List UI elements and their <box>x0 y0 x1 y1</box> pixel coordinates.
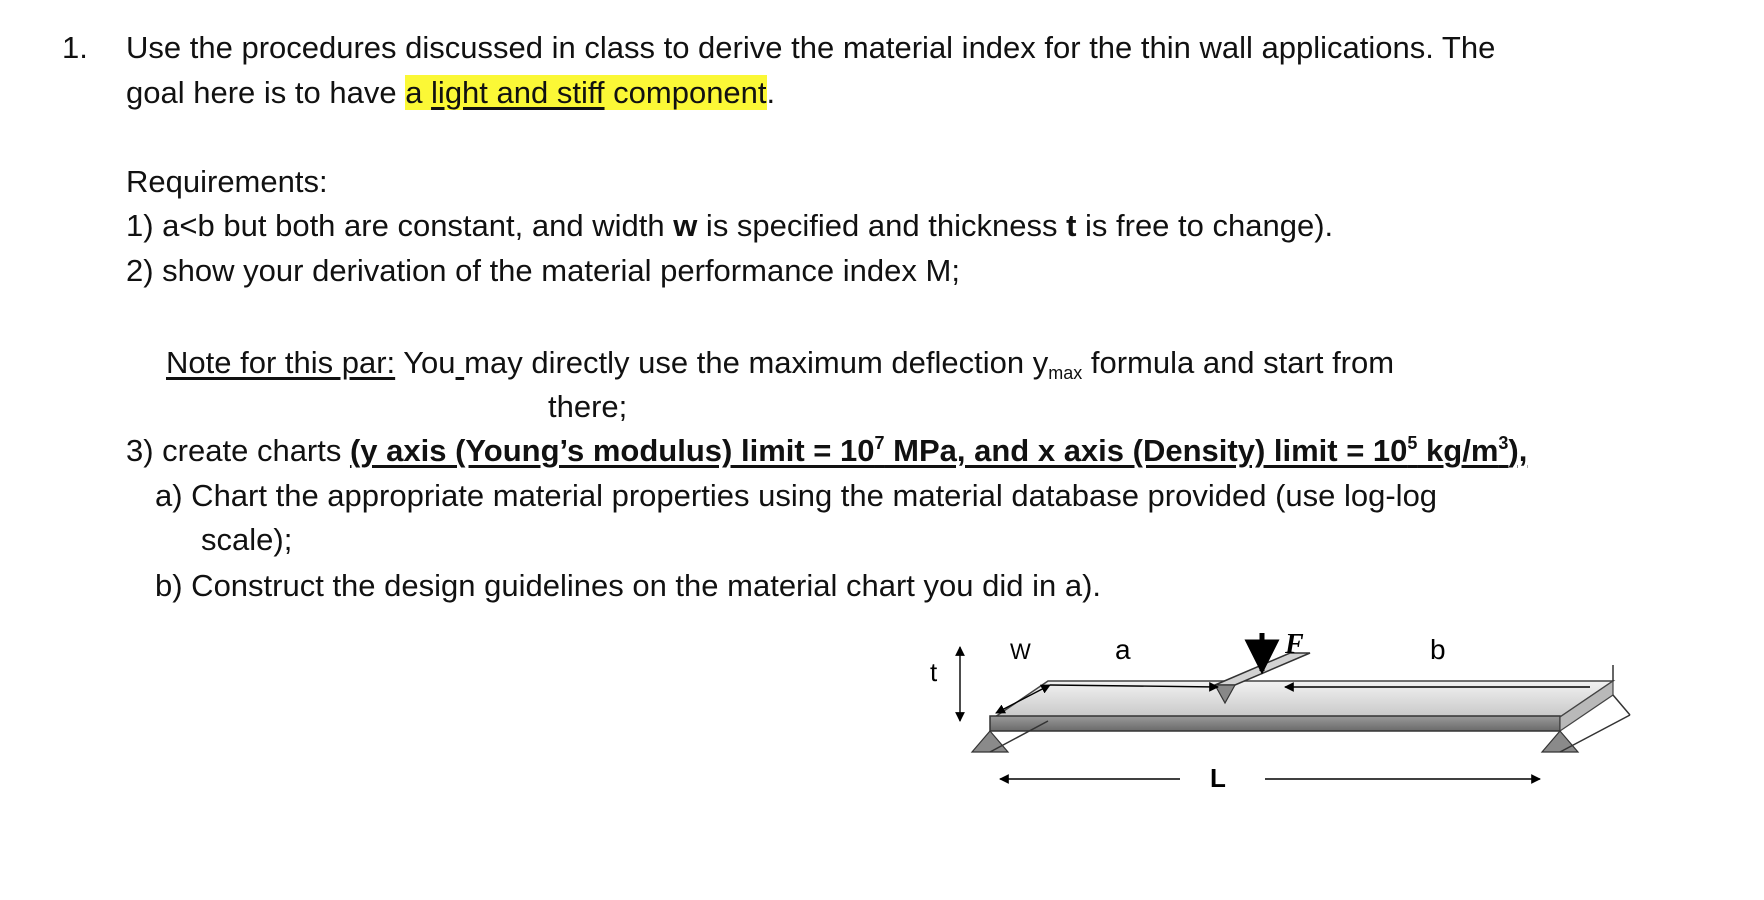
requirements-heading: Requirements: <box>126 164 328 199</box>
highlight-component: component <box>604 75 767 110</box>
label-t: t <box>930 657 938 687</box>
requirement-1 <box>126 206 1333 246</box>
line2-period: . <box>766 75 776 110</box>
sup-7: 7 <box>874 433 885 453</box>
label-a: a <box>1115 634 1131 665</box>
note-text-after: formula and start from <box>1082 345 1395 380</box>
req3-part2: MPa, and x axis (Density) limit = 10 <box>884 433 1408 468</box>
req1-w: w <box>673 208 698 243</box>
req1-part2: is specified and thickness <box>697 208 1067 243</box>
beam-diagram <box>900 629 1640 890</box>
requirement-3 <box>126 431 1527 471</box>
req3-part4: ), <box>1508 433 1528 468</box>
line2-prefix: goal here is to have <box>126 75 406 110</box>
label-L: L <box>1210 763 1226 793</box>
sup-3: 3 <box>1498 433 1509 453</box>
note-text: may directly use the maximum deflection y <box>464 345 1049 380</box>
ymax-subscript: max <box>1048 363 1083 383</box>
note-label: Note for this par: <box>166 345 396 380</box>
requirement-3b: b) Construct the design guidelines on the material chart you did in a). <box>155 568 1102 603</box>
req1-part1: 1) a<b but both are constant, and width <box>126 208 674 243</box>
requirement-2: 2) show your derivation of the material performance index M; <box>126 253 960 288</box>
requirement-3a-line-2: scale); <box>201 522 293 557</box>
support-right-icon <box>1542 731 1578 752</box>
note-you: You <box>395 345 456 380</box>
label-F: F <box>1285 629 1304 660</box>
question-number: 1. <box>62 30 88 65</box>
sup-5: 5 <box>1407 433 1418 453</box>
highlight-light-and-stiff: light and stiff <box>431 75 605 110</box>
highlight-a: a <box>405 75 432 110</box>
label-b: b <box>1430 634 1446 665</box>
support-left-icon <box>972 731 1008 752</box>
req3-part1: (y axis (Young’s modulus) limit = 10 <box>349 433 875 468</box>
req3-part3: kg/m <box>1417 433 1499 468</box>
question-line-2 <box>126 73 775 113</box>
beam-front-face <box>990 716 1560 731</box>
req3-limits <box>350 433 1527 468</box>
highlighted-goal <box>405 75 766 110</box>
note-gap <box>456 345 465 380</box>
label-w: W <box>1010 639 1031 664</box>
req3-prefix: 3) create charts <box>126 433 350 468</box>
requirement-3a-line-1: a) Chart the appropriate material properties using the material database provided (use log-log <box>155 478 1438 513</box>
support-right-post <box>1613 695 1630 715</box>
note-line-1 <box>166 343 1394 393</box>
req1-part3: is free to change). <box>1076 208 1334 243</box>
req1-t: t <box>1066 208 1077 243</box>
note-line-2: there; <box>548 389 628 424</box>
question-line-1: Use the procedures discussed in class to derive the material index for the thin wall applications. The <box>126 30 1496 65</box>
